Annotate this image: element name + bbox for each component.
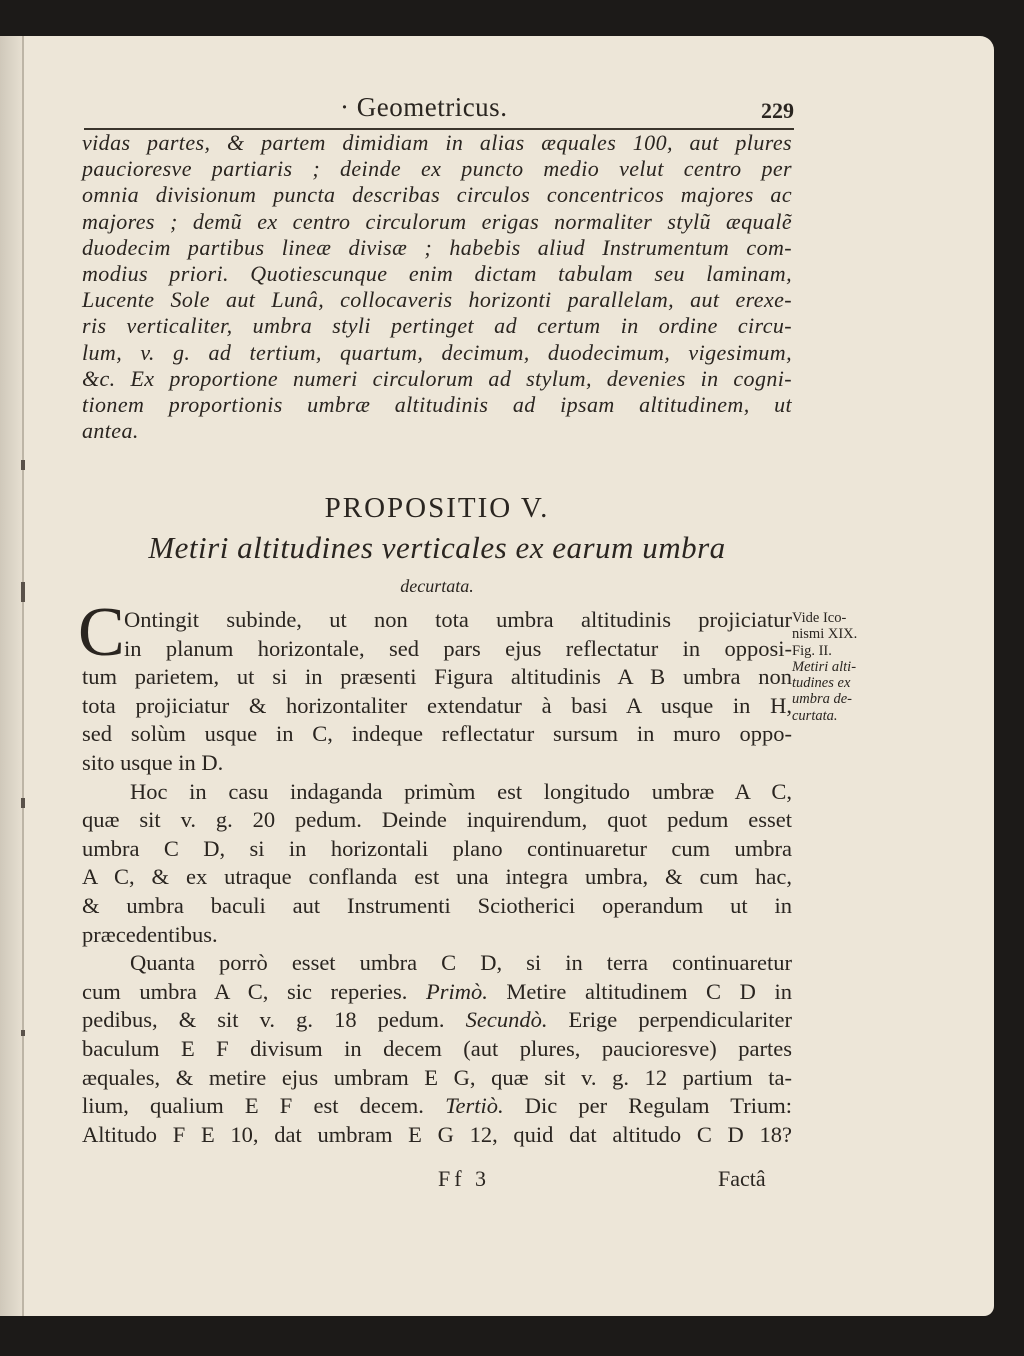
page-header [84, 92, 794, 126]
text-line: lum, v. g. ad tertium, quartum, decimum, duodecimum, vigesimum, [82, 339, 792, 365]
text-line: tionem proportionis umbræ altitudinis ad ipsam altitudinem, ut [82, 391, 792, 417]
text-run: æquales, & metire ejus umbram E G, quæ sit v. g. 12 partium ta- [82, 1064, 792, 1090]
note-line: tudines ex [792, 675, 851, 692]
text-line [82, 1064, 792, 1093]
text-line: paucioresve partiaris ; deinde ex puncto medio velut centro per [82, 156, 792, 182]
text-line: tota projiciatur & horizontaliter extendatur à basi A usque in H, [82, 692, 792, 718]
text-line: omnia divisionum puncta describas circulos concentricos majores ac [82, 182, 792, 208]
note-line: nismi XIX. [792, 626, 858, 643]
text-line: præcedentibus. [82, 921, 218, 947]
text-run: baculum E F divisum in decem (aut plures, paucioresve) partes [82, 1035, 792, 1061]
margin-mark [21, 1030, 25, 1036]
text-run: Erige perpendiculariter [547, 1007, 793, 1033]
text-run: Quanta porrò esset umbra C D, si in terra continuaretur [130, 950, 792, 976]
note-line: umbra de- [792, 691, 853, 708]
text-run: pedibus, & sit v. g. 18 pedum. [82, 1007, 466, 1033]
text-line: modius priori. Quotiescunque enim dictam tabulam seu laminam, [82, 260, 792, 286]
text-line: Ontingit subinde, ut non tota umbra altitudinis projiciatur [124, 607, 792, 632]
text-line: Hoc in casu indaganda primùm est longitudo umbræ A C, [130, 778, 792, 804]
text-line: vidas partes, & partem dimidiam in alias æquales 100, aut plures [82, 130, 792, 155]
text-line: umbra C D, si in horizontali plano continuaretur cum umbra [82, 835, 792, 861]
text-line: in planum horizontale, sed pars ejus reflectatur in opposi- [124, 635, 792, 661]
proposition-title: PROPOSITIO V. [324, 492, 550, 524]
text-line [82, 1121, 792, 1150]
text-line [82, 978, 792, 1007]
proposition-subtitle-end: decurtata. [400, 576, 474, 596]
text-line: tum parietem, ut si in præsenti Figura altitudinis A B umbra non [82, 664, 792, 690]
margin-mark [21, 460, 25, 470]
note-line: Metiri alti- [792, 658, 857, 675]
page-number: 229 [761, 98, 794, 123]
text-run: Altitudo F E 10, dat umbram E G 12, quid dat altitudo C D 18? [82, 1121, 792, 1147]
gutter-line [22, 36, 24, 1316]
margin-note [792, 610, 902, 724]
continuation-paragraph [82, 130, 792, 444]
main-text [78, 594, 793, 1149]
signature-mark: Ff 3 [438, 1166, 491, 1191]
text-line: Lucente Sole aut Lunâ, collocaveris horizonti parallelam, aut erexe- [82, 287, 792, 313]
catchword: Factâ [718, 1166, 766, 1191]
italic-run: Secundò. [465, 1007, 548, 1033]
text-line: quæ sit v. g. 20 pedum. Deinde inquirendum, quot pedum esset [82, 807, 792, 833]
text-run: Metire altitudinem C D in [487, 978, 792, 1004]
text-line: sito usque in D. [82, 749, 224, 775]
text-line [82, 1035, 792, 1064]
paragraph-1 [78, 594, 792, 778]
text-line: & umbra baculi aut Instrumenti Sciotherici operandum ut in [82, 892, 792, 918]
paragraph-2 [82, 778, 792, 950]
italic-run: Tertiò. [445, 1093, 504, 1119]
text-run: lium, qualium E F est decem. [82, 1093, 446, 1119]
paragraph-3 [82, 949, 792, 1149]
margin-mark [21, 582, 25, 602]
text-line [82, 949, 792, 978]
text-line [82, 1092, 792, 1121]
text-run: Dic per Regulam Trium: [503, 1093, 792, 1119]
text-line: sed solùm usque in C, indeque reflectatur sursum in muro oppo- [82, 721, 792, 747]
text-line: majores ; demũ ex centro circulorum erigas normaliter stylũ æqualẽ [82, 208, 792, 234]
italic-run: Primò. [425, 978, 488, 1004]
page-fold [0, 36, 22, 1316]
note-line: Vide Ico- [792, 610, 847, 626]
text-line: ris verticaliter, umbra styli pertinget ad certum in ordine circu- [82, 313, 792, 339]
note-line: Fig. II. [792, 642, 832, 659]
running-head: · Geometricus. [340, 92, 508, 122]
text-line: A C, & ex utraque conflanda est una integra umbra, & cum hac, [82, 864, 792, 890]
margin-mark [21, 798, 25, 808]
text-line: duodecim partibus lineæ divisæ ; habebis aliud Instrumentum com- [82, 234, 792, 260]
text-run: cum umbra A C, sic reperies. [82, 978, 426, 1004]
proposition-subtitle: Metiri altitudines verticales ex earum umbra [148, 530, 726, 565]
drop-cap: C [78, 594, 125, 671]
text-line: antea. [82, 418, 139, 444]
note-line: curtata. [792, 707, 838, 724]
text-line: &c. Ex proportione numeri circulorum ad stylum, devenies in cogni- [82, 365, 792, 391]
text-line [82, 1006, 792, 1035]
